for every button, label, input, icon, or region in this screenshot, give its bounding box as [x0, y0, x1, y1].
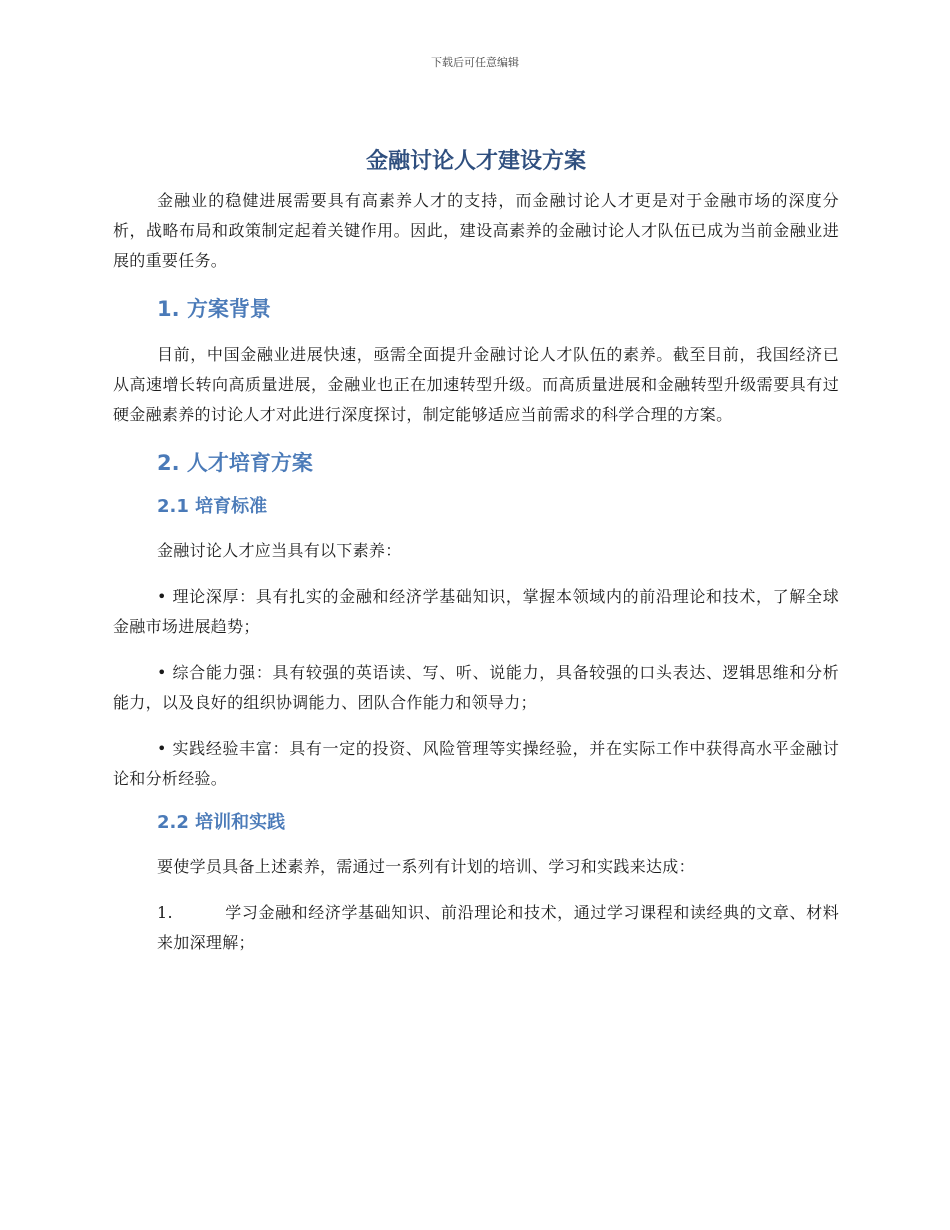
training-lead: 要使学员具备上述素养，需通过一系列有计划的培训、学习和实践来达成： — [157, 857, 695, 876]
background-paragraph: 目前，中国金融业进展快速，亟需全面提升金融讨论人才队伍的素养。截至目前，我国经济已从高速增长转向高质量进展，金融业也正在加速转型升级。而高质量进展和金融转型升级需要具有过硬金融素养的讨论人才对此进行深度探讨，制定能够适应当前需求的科学合理的方案。 — [113, 345, 839, 424]
header-note: 下载后可任意编辑 — [431, 56, 519, 69]
bullet-item: • 综合能力强：具有较强的英语读、写、听、说能力，具备较强的口头表达、逻辑思维和分析能力，以及良好的组织协调能力、团队合作能力和领导力； — [113, 663, 839, 712]
item-number: 1. — [157, 903, 173, 922]
numbered-item — [113, 898, 839, 958]
bullet-item: • 理论深厚：具有扎实的金融和经济学基础知识，掌握本领域内的前沿理论和技术，了解全球金融市场进展趋势； — [113, 587, 839, 636]
standards-lead: 金融讨论人才应当具有以下素养： — [157, 541, 402, 560]
intro-paragraph: 金融业的稳健进展需要具有高素养人才的支持，而金融讨论人才更是对于金融市场的深度分析，战略布局和政策制定起着关键作用。因此，建设高素养的金融讨论人才队伍已成为当前金融业进展的重要任务。 — [113, 191, 839, 270]
subsection-heading-standards: 2.1 培育标准 — [157, 496, 268, 517]
section-heading-talent-plan: 2. 人才培育方案 — [157, 451, 313, 475]
bullet-item: • 实践经验丰富：具有一定的投资、风险管理等实操经验，并在实际工作中获得高水平金融讨论和分析经验。 — [113, 739, 839, 788]
subsection-heading-training: 2.2 培训和实践 — [157, 812, 286, 833]
document-title: 金融讨论人才建设方案 — [365, 149, 586, 174]
item-text: 学习金融和经济学基础知识、前沿理论和技术，通过学习课程和读经典的文章、材料来加深理解； — [157, 903, 839, 952]
section-heading-background: 1. 方案背景 — [157, 297, 271, 321]
document-content — [113, 146, 839, 958]
